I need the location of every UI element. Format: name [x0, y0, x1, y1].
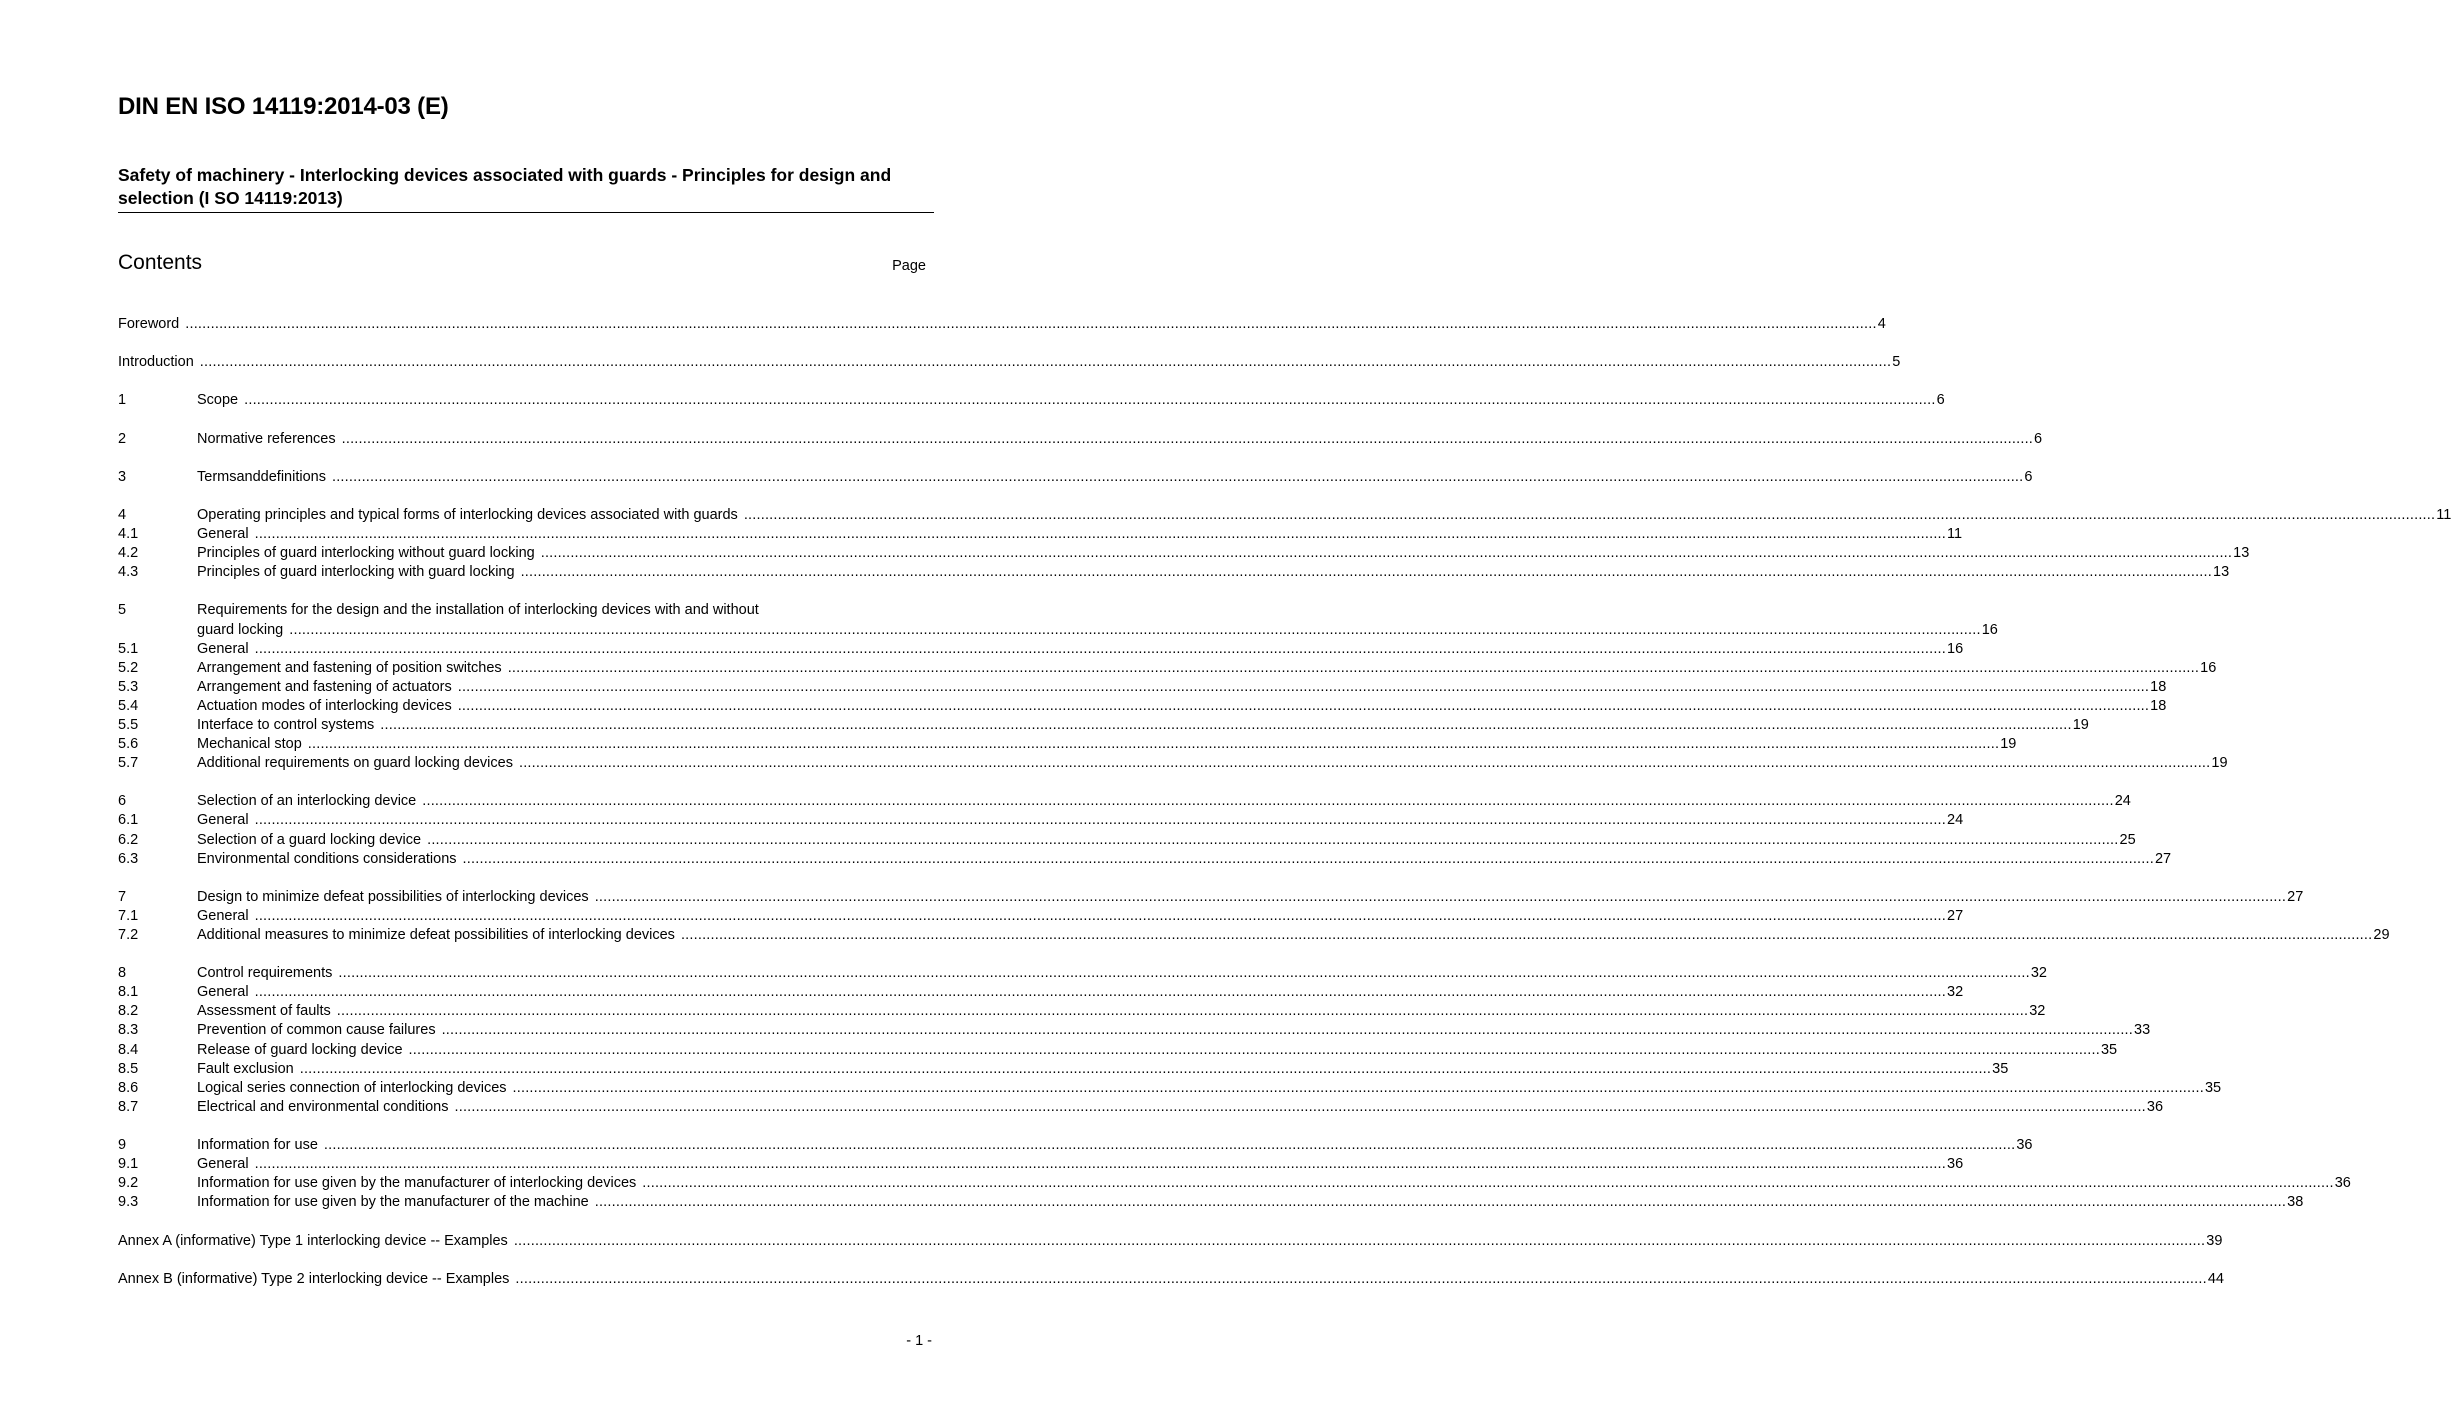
toc-entry[interactable]	[118, 525, 1963, 544]
toc-title: Selection of a guard locking device	[197, 831, 422, 848]
toc-entry[interactable]	[118, 888, 2304, 907]
toc-number: 8.4	[118, 1041, 139, 1058]
toc-number: 5.1	[118, 640, 139, 657]
toc-number: 4.2	[118, 545, 139, 562]
toc-number: 5	[118, 602, 127, 619]
toc-page-number: 19	[2072, 716, 2089, 733]
toc-entry[interactable]	[118, 697, 2167, 716]
toc-entry[interactable]	[118, 1193, 2304, 1212]
toc-entry[interactable]	[118, 430, 2043, 449]
toc-number: 8.6	[118, 1079, 139, 1096]
toc-entry[interactable]	[118, 1174, 2351, 1193]
toc-entry[interactable]	[118, 1270, 2224, 1289]
toc-leader-dots: ................................................................................................................................................................................................................................................................................................................................................................................................................	[338, 965, 2030, 982]
toc-number: 9.2	[118, 1175, 139, 1192]
toc-title-continued: guard locking	[197, 621, 284, 638]
toc-page-number: 36	[1947, 1156, 1964, 1173]
toc-number: 5.5	[118, 716, 139, 733]
toc-number: 9.1	[118, 1156, 139, 1173]
toc-title: Interface to control systems	[197, 716, 375, 733]
toc-entry[interactable]	[118, 735, 2017, 754]
toc-title: Prevention of common cause failures	[197, 1022, 436, 1039]
toc-page-number: 36	[2334, 1175, 2351, 1192]
toc-page-number: 6	[1936, 392, 1945, 409]
toc-title: Additional measures to minimize defeat possibilities of interlocking devices	[197, 927, 675, 943]
toc-title: Electrical and environmental conditions	[197, 1098, 449, 1115]
toc-number: 5.7	[118, 755, 139, 772]
toc-leader-dots: ................................................................................................................................................................................................................................................................................................................................................................................................................	[422, 793, 2114, 810]
toc-number: 5.6	[118, 736, 139, 753]
toc-entry[interactable]	[118, 678, 2167, 697]
table-of-contents	[118, 315, 2451, 1289]
toc-leader-dots: ................................................................................................................................................................................................................................................................................................................................................................................................................	[427, 831, 2119, 848]
toc-entry[interactable]	[118, 1079, 2222, 1098]
toc-number: 5.2	[118, 659, 139, 676]
toc-entry[interactable]	[118, 659, 2217, 678]
toc-entry[interactable]	[118, 1232, 2223, 1251]
toc-title: Logical series connection of interlocking devices	[197, 1079, 507, 1096]
toc-title: General	[197, 907, 249, 924]
toc-entry[interactable]	[118, 640, 1964, 659]
toc-number: 8.5	[118, 1060, 139, 1077]
toc-number: 4	[118, 506, 127, 523]
toc-entry[interactable]	[118, 601, 920, 620]
toc-title: General	[197, 640, 249, 657]
toc-leader-dots: ................................................................................................................................................................................................................................................................................................................................................................................................................	[341, 430, 2034, 447]
toc-page-number: 13	[2233, 545, 2250, 562]
toc-leader-dots: ................................................................................................................................................................................................................................................................................................................................................................................................................	[323, 1137, 2016, 1154]
toc-page-number: 27	[1947, 907, 1964, 924]
toc-page-number: 11	[2436, 506, 2451, 523]
toc-number: 6.3	[118, 850, 139, 867]
toc-title: Arrangement and fastening of position switches	[197, 659, 502, 676]
document-subtitle: Safety of machinery - Interlocking devices associated with guards - Principles for design and selection (I SO 14119:2013)	[118, 164, 934, 213]
toc-leader-dots: ................................................................................................................................................................................................................................................................................................................................................................................................................	[457, 697, 2150, 714]
toc-leader-dots: ................................................................................................................................................................................................................................................................................................................................................................................................................	[254, 640, 1947, 657]
toc-number: 4.1	[118, 526, 139, 543]
toc-entry[interactable]	[118, 315, 1886, 334]
toc-entry[interactable]	[118, 353, 1901, 372]
toc-leader-dots: ................................................................................................................................................................................................................................................................................................................................................................................................................	[254, 812, 1947, 829]
toc-entry[interactable]	[118, 1060, 2009, 1079]
toc-leader-dots: ................................................................................................................................................................................................................................................................................................................................................................................................................	[457, 678, 2150, 695]
toc-number: 8.3	[118, 1022, 139, 1039]
toc-number: 8	[118, 965, 127, 982]
toc-title: Information for use given by the manufacturer of interlocking devices	[197, 1175, 637, 1192]
toc-leader-dots: ................................................................................................................................................................................................................................................................................................................................................................................................................	[199, 354, 1892, 371]
toc-page-number: 35	[1992, 1060, 2009, 1077]
toc-entry[interactable]	[118, 621, 1998, 640]
toc-entry[interactable]	[118, 754, 2228, 773]
toc-entry[interactable]	[118, 1041, 2118, 1060]
toc-page-number: 16	[1947, 640, 1964, 657]
toc-leader-dots: ................................................................................................................................................................................................................................................................................................................................................................................................................	[594, 888, 2287, 905]
toc-leader-dots: ................................................................................................................................................................................................................................................................................................................................................................................................................	[336, 1003, 2029, 1020]
toc-leader-dots: ................................................................................................................................................................................................................................................................................................................................................................................................................	[520, 564, 2212, 581]
toc-entry[interactable]	[118, 1002, 2046, 1021]
toc-title: Assessment of faults	[197, 1003, 331, 1020]
toc-page-number: 32	[2030, 965, 2047, 982]
toc-number: 6.1	[118, 812, 139, 829]
toc-page-number: 44	[2207, 1270, 2224, 1287]
toc-leader-dots: ................................................................................................................................................................................................................................................................................................................................................................................................................	[743, 506, 2436, 523]
toc-page-number: 4	[1877, 316, 1886, 332]
toc-page-number: 27	[2154, 850, 2172, 867]
toc-page-number: 36	[2016, 1137, 2033, 1154]
toc-entry[interactable]	[118, 391, 1945, 410]
toc-number: 7.1	[118, 907, 139, 924]
toc-title: Introduction	[118, 354, 194, 371]
toc-entry[interactable]	[118, 964, 2047, 983]
toc-page-number: 11	[1947, 526, 1963, 543]
toc-title: Design to minimize defeat possibilities of interlocking devices	[197, 888, 589, 905]
toc-page-number: 35	[2204, 1079, 2222, 1096]
toc-number: 7	[118, 888, 127, 905]
toc-title: General	[197, 984, 249, 1001]
toc-entry[interactable]	[118, 1136, 2033, 1155]
toc-leader-dots: ................................................................................................................................................................................................................................................................................................................................................................................................................	[540, 545, 2233, 562]
toc-number: 9.3	[118, 1194, 139, 1211]
toc-page-number: 25	[2119, 831, 2136, 848]
toc-number: 8.2	[118, 1003, 139, 1020]
toc-title: Principles of guard interlocking with guard locking	[197, 564, 515, 581]
toc-title: Termsanddefinitions	[197, 468, 326, 485]
toc-entry[interactable]	[118, 563, 2230, 582]
toc-title: Fault exclusion	[197, 1060, 294, 1077]
toc-number: 3	[118, 468, 127, 485]
toc-entry[interactable]	[118, 468, 2033, 487]
toc-entry[interactable]	[118, 983, 1964, 1002]
toc-title: Annex B (informative) Type 2 interlocking device -- Examples	[118, 1270, 510, 1287]
toc-title: General	[197, 526, 249, 543]
toc-entry[interactable]	[118, 1155, 1964, 1174]
toc-number: 1	[118, 392, 127, 409]
toc-leader-dots: ................................................................................................................................................................................................................................................................................................................................................................................................................	[408, 1041, 2100, 1058]
toc-page-number: 24	[1947, 812, 1964, 829]
toc-page-number: 13	[2213, 564, 2230, 581]
toc-number: 2	[118, 430, 127, 447]
toc-page-number: 16	[1981, 621, 1998, 638]
toc-leader-dots: ................................................................................................................................................................................................................................................................................................................................................................................................................	[515, 1270, 2207, 1287]
toc-leader-dots: ................................................................................................................................................................................................................................................................................................................................................................................................................	[307, 736, 2000, 753]
toc-leader-dots: ................................................................................................................................................................................................................................................................................................................................................................................................................	[507, 659, 2200, 676]
toc-number: 8.7	[118, 1098, 139, 1115]
toc-title: Information for use given by the manufacturer of the machine	[197, 1194, 589, 1211]
toc-page-number: 35	[2100, 1041, 2118, 1058]
toc-title: General	[197, 1156, 249, 1173]
toc-title: Operating principles and typical forms of interlocking devices associated with guards	[197, 506, 738, 523]
toc-entry[interactable]	[118, 506, 2451, 525]
toc-title: Requirements for the design and the installation of interlocking devices with and without	[197, 602, 759, 619]
toc-leader-dots: ................................................................................................................................................................................................................................................................................................................................................................................................................	[680, 927, 2373, 943]
toc-page-number: 19	[2000, 736, 2017, 753]
toc-entry[interactable]	[118, 926, 2390, 945]
toc-title: General	[197, 812, 249, 829]
toc-leader-dots: ................................................................................................................................................................................................................................................................................................................................................................................................................	[518, 755, 2211, 772]
toc-title: Environmental conditions considerations	[197, 850, 457, 867]
toc-page-number: 16	[2200, 659, 2217, 676]
toc-number: 5.3	[118, 678, 139, 695]
toc-entry[interactable]	[118, 792, 2131, 811]
document-id: DIN EN ISO 14119:2014-03 (E)	[118, 93, 449, 120]
toc-page-number: 5	[1892, 354, 1901, 371]
toc-page-number: 6	[2024, 468, 2033, 485]
toc-entry[interactable]	[118, 544, 2250, 563]
toc-entry[interactable]	[118, 831, 2136, 850]
toc-number: 8.1	[118, 984, 139, 1001]
toc-leader-dots: ................................................................................................................................................................................................................................................................................................................................................................................................................	[289, 621, 1981, 638]
toc-page-number: 29	[2373, 927, 2390, 943]
toc-leader-dots: ................................................................................................................................................................................................................................................................................................................................................................................................................	[254, 907, 1947, 924]
toc-page-number: 19	[2211, 755, 2228, 772]
toc-title: Principles of guard interlocking without guard locking	[197, 545, 535, 562]
toc-leader-dots: ................................................................................................................................................................................................................................................................................................................................................................................................................	[513, 1232, 2206, 1249]
toc-page-number: 32	[1947, 984, 1964, 1001]
toc-title: Mechanical stop	[197, 736, 302, 753]
toc-leader-dots: ................................................................................................................................................................................................................................................................................................................................................................................................................	[512, 1079, 2204, 1096]
toc-entry[interactable]	[118, 811, 1964, 830]
toc-page-number: 6	[2034, 430, 2043, 447]
toc-title: Release of guard locking device	[197, 1041, 403, 1058]
toc-page-number: 33	[2134, 1022, 2151, 1039]
toc-number: 6.2	[118, 831, 139, 848]
toc-leader-dots: ................................................................................................................................................................................................................................................................................................................................................................................................................	[244, 392, 1936, 409]
toc-entry[interactable]	[118, 907, 1964, 926]
toc-number: 6	[118, 793, 127, 810]
toc-leader-dots: ................................................................................................................................................................................................................................................................................................................................................................................................................	[454, 1098, 2146, 1115]
page-column-label: Page	[892, 258, 926, 274]
toc-number: 7.2	[118, 927, 139, 943]
toc-page-number: 38	[2287, 1194, 2304, 1211]
toc-title: Arrangement and fastening of actuators	[197, 678, 452, 695]
toc-entry[interactable]	[118, 1098, 2164, 1117]
toc-page-number: 36	[2146, 1098, 2164, 1115]
contents-heading: Contents	[118, 251, 203, 274]
toc-page-number: 18	[2150, 697, 2167, 714]
toc-entry[interactable]	[118, 1021, 2151, 1040]
toc-page-number: 18	[2150, 678, 2167, 695]
toc-title: Additional requirements on guard locking devices	[197, 755, 513, 772]
toc-title: Information for use	[197, 1137, 318, 1154]
toc-entry[interactable]	[118, 850, 2172, 869]
toc-title: Selection of an interlocking device	[197, 793, 417, 810]
toc-page-number: 27	[2287, 888, 2304, 905]
toc-leader-dots: ................................................................................................................................................................................................................................................................................................................................................................................................................	[185, 316, 1877, 332]
toc-leader-dots: ................................................................................................................................................................................................................................................................................................................................................................................................................	[254, 984, 1947, 1001]
toc-leader-dots: ................................................................................................................................................................................................................................................................................................................................................................................................................	[441, 1022, 2134, 1039]
toc-leader-dots: ................................................................................................................................................................................................................................................................................................................................................................................................................	[380, 716, 2072, 733]
toc-page-number: 39	[2206, 1232, 2223, 1249]
toc-number: 5.4	[118, 697, 139, 714]
toc-leader-dots: ................................................................................................................................................................................................................................................................................................................................................................................................................	[594, 1194, 2287, 1211]
toc-number: 9	[118, 1137, 127, 1154]
toc-title: Annex A (informative) Type 1 interlocking device -- Examples	[118, 1232, 508, 1249]
toc-page-number: 24	[2114, 793, 2131, 810]
toc-leader-dots: ................................................................................................................................................................................................................................................................................................................................................................................................................	[299, 1060, 1992, 1077]
toc-leader-dots: ................................................................................................................................................................................................................................................................................................................................................................................................................	[331, 468, 2024, 485]
toc-title: Control requirements	[197, 965, 333, 982]
toc-title: Scope	[197, 392, 239, 409]
toc-title: Foreword	[118, 316, 180, 332]
toc-leader-dots: ................................................................................................................................................................................................................................................................................................................................................................................................................	[642, 1175, 2334, 1192]
toc-leader-dots: ................................................................................................................................................................................................................................................................................................................................................................................................................	[462, 850, 2154, 867]
toc-leader-dots: ................................................................................................................................................................................................................................................................................................................................................................................................................	[254, 526, 1947, 543]
toc-entry[interactable]	[118, 716, 2089, 735]
toc-page-number: 32	[2029, 1003, 2046, 1020]
toc-leader-dots: ................................................................................................................................................................................................................................................................................................................................................................................................................	[254, 1156, 1947, 1173]
toc-title: Actuation modes of interlocking devices	[197, 697, 452, 714]
toc-number: 4.3	[118, 564, 139, 581]
footer-page-number: - 1 -	[906, 1333, 932, 1349]
toc-title: Normative references	[197, 430, 336, 447]
